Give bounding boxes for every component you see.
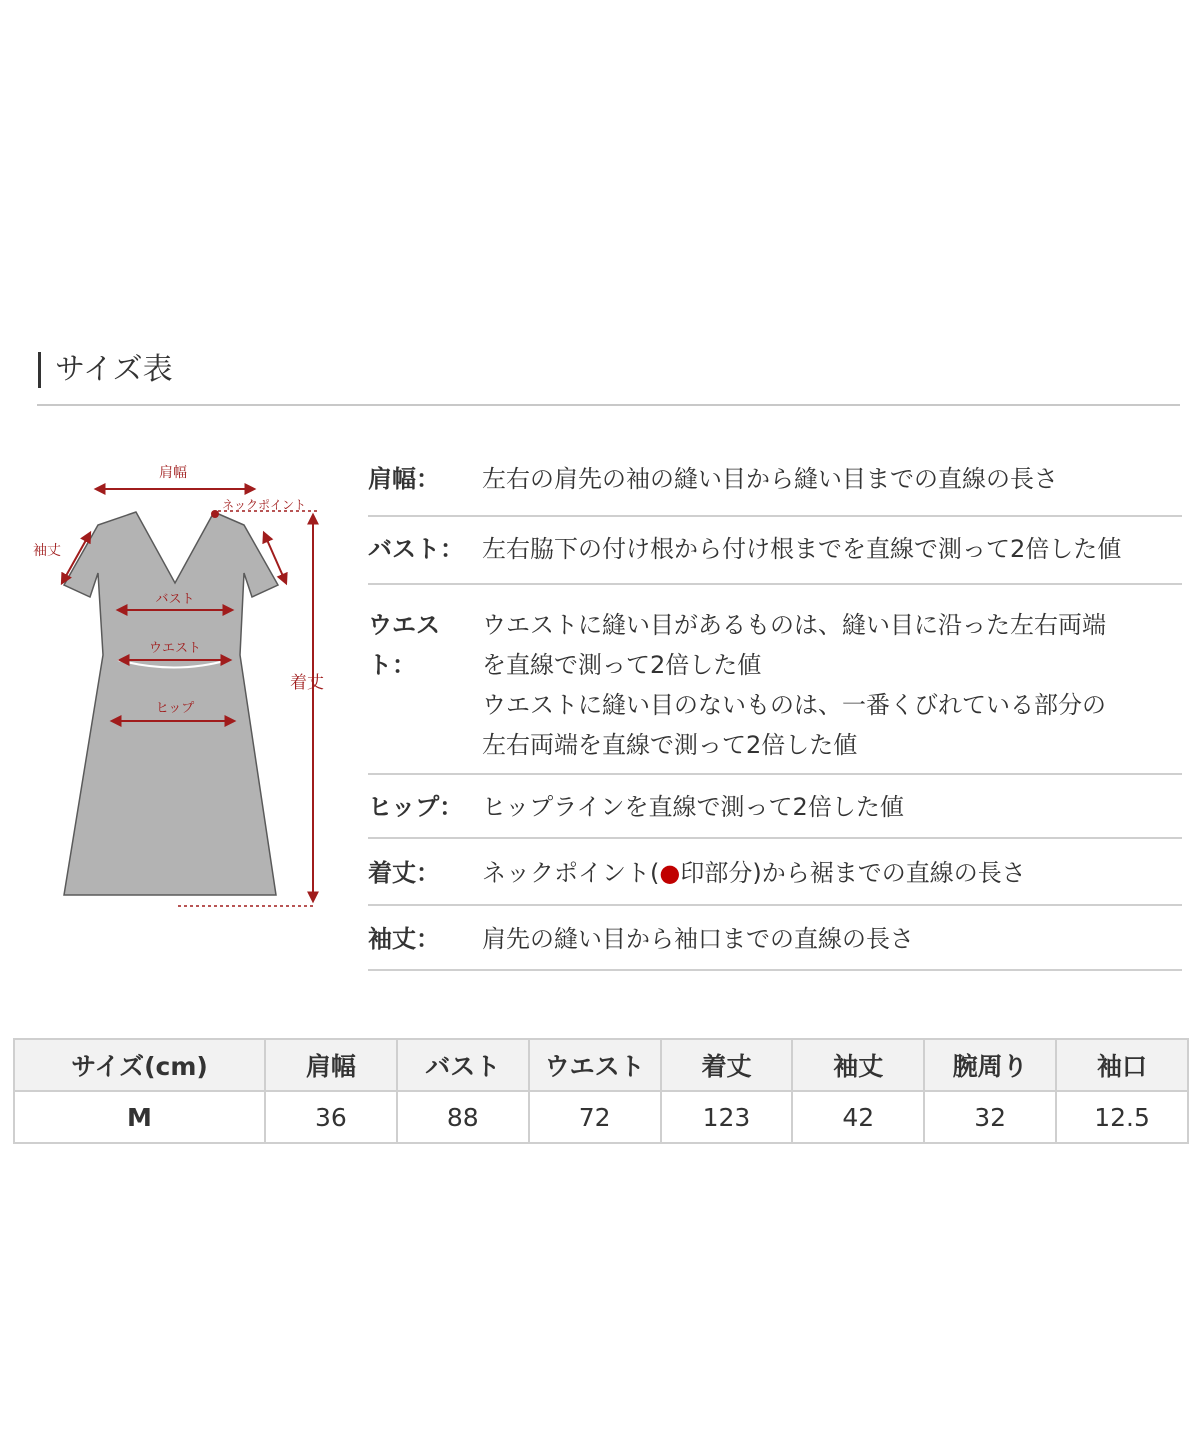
definition-row-sleeve xyxy=(368,906,1182,971)
definition-row-shoulder xyxy=(368,455,1182,517)
hip-label: ヒップ xyxy=(155,701,195,716)
table-header-cell: 袖口 xyxy=(1056,1039,1188,1091)
definition-term: ヒップ： xyxy=(368,793,464,821)
table-header-cell: 肩幅 xyxy=(265,1039,397,1091)
table-cell: 42 xyxy=(792,1091,924,1143)
table-cell: 123 xyxy=(661,1091,793,1143)
definition-line: 肩先の縫い目から袖口までの直線の長さ xyxy=(482,925,914,953)
definition-line: ウエストに縫い目のないものは、一番くびれている部分の xyxy=(482,691,1106,719)
table-cell: 12.5 xyxy=(1056,1091,1188,1143)
definition-line: を直線で測って2倍した値 xyxy=(482,651,762,679)
definition-row-bust xyxy=(368,517,1182,585)
garment-diagram xyxy=(28,455,340,917)
definition-line: ネックポイント(●印部分)から裾までの直線の長さ xyxy=(482,859,1026,887)
definition-term: 袖丈： xyxy=(368,925,440,953)
definition-term: バスト： xyxy=(368,535,464,563)
definition-text xyxy=(482,919,1182,959)
bust-label: バスト xyxy=(155,592,195,607)
table-header-cell: 袖丈 xyxy=(792,1039,924,1091)
neck-point-label: ネックポイント xyxy=(222,498,307,512)
measurement-definitions xyxy=(368,455,1182,971)
definition-term: 着丈： xyxy=(368,859,440,887)
table-header-cell: 腕周り xyxy=(924,1039,1056,1091)
red-dot-icon: ● xyxy=(659,859,681,887)
definition-text xyxy=(482,459,1182,499)
definition-line: 左右両端を直線で測って2倍した値 xyxy=(482,731,858,759)
page-title: サイズ表 xyxy=(38,352,173,388)
waist-label: ウエスト xyxy=(148,641,202,656)
table-header-row xyxy=(14,1039,1188,1091)
table-cell: 32 xyxy=(924,1091,1056,1143)
table-row xyxy=(14,1091,1188,1143)
definition-line: 左右脇下の付け根から付け根までを直線で測って2倍した値 xyxy=(482,535,1122,563)
shoulder-label: 肩幅 xyxy=(159,465,187,481)
table-header-cell: ウエスト xyxy=(529,1039,661,1091)
definition-row-length xyxy=(368,839,1182,906)
definition-term: 肩幅： xyxy=(368,465,440,493)
table-cell: 36 xyxy=(265,1091,397,1143)
definition-term: ウエスト： xyxy=(368,611,440,679)
table-header-cell: 着丈 xyxy=(661,1039,793,1091)
title-divider xyxy=(37,404,1180,406)
definition-text xyxy=(482,529,1182,569)
definition-line: ヒップラインを直線で測って2倍した値 xyxy=(482,793,904,821)
length-label: 着丈 xyxy=(290,673,324,693)
definition-row-waist xyxy=(368,585,1182,775)
definition-text xyxy=(482,787,1182,827)
definition-text xyxy=(482,605,1182,765)
definition-row-hip xyxy=(368,775,1182,839)
table-header-cell: バスト xyxy=(397,1039,529,1091)
neck-point-dot xyxy=(211,510,219,518)
definition-text xyxy=(482,853,1182,893)
table-cell: M xyxy=(14,1091,265,1143)
definition-line: ウエストに縫い目があるものは、縫い目に沿った左右両端 xyxy=(482,611,1106,639)
sleeve-label: 袖丈 xyxy=(33,543,61,559)
size-table xyxy=(13,1038,1189,1144)
table-header-cell: サイズ(cm) xyxy=(14,1039,265,1091)
table-cell: 72 xyxy=(529,1091,661,1143)
definition-line: 左右の肩先の袖の縫い目から縫い目までの直線の長さ xyxy=(482,465,1058,493)
table-cell: 88 xyxy=(397,1091,529,1143)
